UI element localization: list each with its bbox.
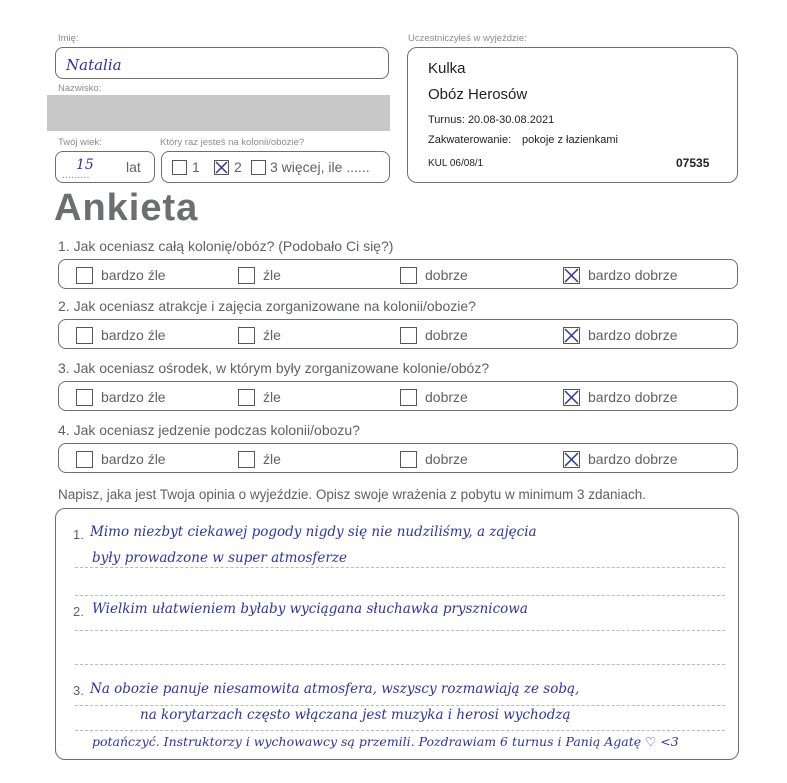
- camp-number: 07535: [676, 156, 710, 170]
- question-3-checkbox-3[interactable]: [400, 389, 417, 406]
- question-3-checkbox-1[interactable]: [76, 389, 93, 406]
- question-2-option-3: dobrze: [425, 327, 468, 343]
- question-3-option-4: bardzo dobrze: [588, 389, 678, 405]
- question-4-text: 4. Jak oceniasz jedzenie podczas kolonii/obozu?: [58, 422, 360, 438]
- question-4-checkbox-3[interactable]: [400, 451, 417, 468]
- question-2-checkbox-3[interactable]: [400, 327, 417, 344]
- camp-name: Kulka: [428, 60, 466, 77]
- question-1-checkbox-3[interactable]: [400, 267, 417, 284]
- question-1-option-1: bardzo źle: [101, 267, 166, 283]
- question-2-option-1: bardzo źle: [101, 327, 166, 343]
- question-1-option-4: bardzo dobrze: [588, 267, 678, 283]
- camp-count-checkbox-2[interactable]: [214, 160, 229, 175]
- question-4-checkbox-1[interactable]: [76, 451, 93, 468]
- question-4-option-1: bardzo źle: [101, 451, 166, 467]
- surname-redaction: [47, 95, 390, 131]
- question-4-checkbox-2[interactable]: [238, 451, 255, 468]
- accommodation-value: pokoje z łazienkami: [522, 134, 618, 146]
- camp-code: KUL 06/08/1: [428, 158, 484, 169]
- question-3-text: 3. Jak oceniasz ośrodek, w którym były zorganizowane kolonie/obóz?: [58, 360, 490, 376]
- age-unit: lat: [126, 159, 141, 175]
- question-2-option-2: źle: [263, 327, 281, 343]
- question-3-checkbox-4[interactable]: [563, 389, 580, 406]
- camp-count-option-1: 1: [192, 159, 200, 175]
- question-1-checkbox-1[interactable]: [76, 267, 93, 284]
- writing-line: [75, 595, 725, 596]
- writing-line: [75, 705, 725, 706]
- name-field[interactable]: [55, 47, 389, 79]
- survey-title: Ankieta: [54, 187, 199, 229]
- writing-line: [75, 664, 725, 665]
- question-3-option-3: dobrze: [425, 389, 468, 405]
- camp-count-field: [161, 151, 390, 183]
- camp-count-option-2: 2: [234, 159, 242, 175]
- camp-count-checkbox-3[interactable]: [251, 160, 266, 175]
- answer-line: Wielkim ułatwieniem byłaby wyciągana słuchawka prysznicowa: [92, 601, 528, 617]
- camp-turnus: Turnus: 20.08-30.08.2021: [428, 114, 555, 126]
- writing-line: [75, 567, 725, 568]
- writing-line: [75, 630, 725, 631]
- question-1-checkbox-2[interactable]: [238, 267, 255, 284]
- question-3-option-1: bardzo źle: [101, 389, 166, 405]
- camp-title: Obóz Herosów: [428, 86, 528, 103]
- age-field[interactable]: ......... 15 lat: [55, 151, 155, 183]
- question-3-checkbox-2[interactable]: [238, 389, 255, 406]
- question-4-option-2: źle: [263, 451, 281, 467]
- age-value: 15: [76, 157, 94, 173]
- question-2-checkbox-1[interactable]: [76, 327, 93, 344]
- question-3-option-2: źle: [263, 389, 281, 405]
- question-1-text: 1. Jak oceniasz całą kolonię/obóz? (Podobało Ci się?): [58, 238, 394, 254]
- name-value: Natalia: [66, 56, 122, 74]
- name-label: Imię:: [58, 33, 79, 44]
- answer-number: 3.: [73, 683, 84, 698]
- answer-number: 1.: [73, 527, 84, 542]
- question-4-option-4: bardzo dobrze: [588, 451, 678, 467]
- opinion-prompt: Napisz, jaka jest Twoja opinia o wyjeździe. Opisz swoje wrażenia z pobytu w minimum 3 zdaniach.: [58, 487, 647, 502]
- surname-label: Nazwisko:: [58, 83, 102, 94]
- camp-info-box: [407, 47, 738, 183]
- answer-number: 2.: [73, 604, 84, 619]
- camp-count-label: Który raz jesteś na kolonii/obozie?: [160, 137, 305, 148]
- question-4-checkbox-4[interactable]: [563, 451, 580, 468]
- answer-line: potańczyć. Instruktorzy i wychowawcy są przemili. Pozdrawiam 6 turnus i Panią Agatę ♡ <3: [92, 734, 679, 749]
- writing-line: [75, 730, 725, 731]
- question-2-checkbox-4[interactable]: [563, 327, 580, 344]
- question-1-checkbox-4[interactable]: [563, 267, 580, 284]
- age-label: Twój wiek:: [58, 137, 102, 148]
- answer-line: były prowadzone w super atmosferze: [92, 550, 347, 566]
- camp-count-option-3: 3 więcej, ile ......: [270, 159, 370, 175]
- answer-line: Mimo niezbyt ciekawej pogody nigdy się nie nudziliśmy, a zajęcia: [90, 524, 537, 540]
- question-1-option-3: dobrze: [425, 267, 468, 283]
- question-2-option-4: bardzo dobrze: [588, 327, 678, 343]
- accommodation-label: Zakwaterowanie:: [428, 134, 512, 146]
- question-1-option-2: źle: [263, 267, 281, 283]
- question-2-text: 2. Jak oceniasz atrakcje i zajęcia zorganizowane na kolonii/obozie?: [58, 298, 476, 314]
- camp-count-checkbox-1[interactable]: [172, 160, 187, 175]
- question-4-option-3: dobrze: [425, 451, 468, 467]
- answer-line: na korytarzach często włączana jest muzyka i herosi wychodzą: [140, 707, 571, 723]
- participant-label: Uczestniczyłeś w wyjeździe:: [408, 33, 527, 44]
- answer-line: Na obozie panuje niesamowita atmosfera, wszyscy rozmawiają ze sobą,: [90, 681, 580, 697]
- question-2-checkbox-2[interactable]: [238, 327, 255, 344]
